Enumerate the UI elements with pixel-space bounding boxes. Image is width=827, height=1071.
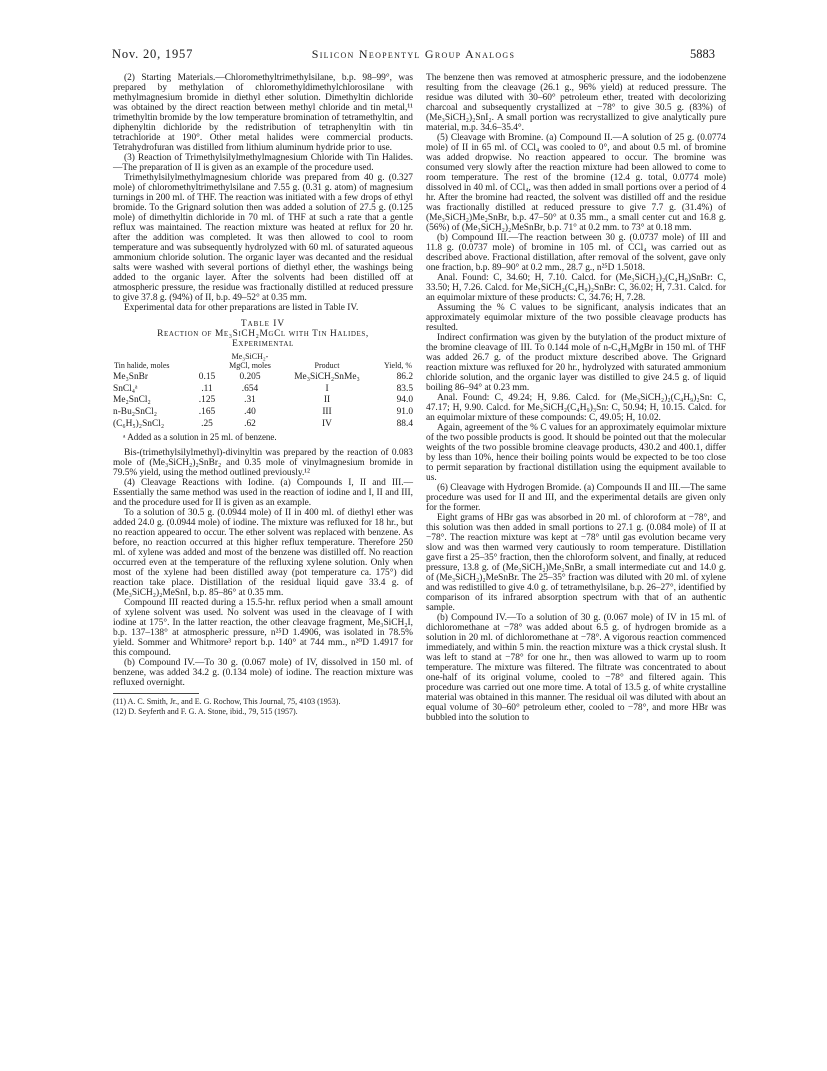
page-number: 5883 [690, 47, 715, 61]
cell-grignard: .40 [244, 406, 256, 417]
header-yield: Yield, % [384, 360, 412, 370]
paragraph: (b) Compound IV.—To 30 g. (0.067 mole) of IV, dissolved in 150 ml. of benzene, was added 34.2 g. (0.134 mole) of iodine. The reaction mixture was refluxed overnight. [113, 658, 413, 689]
section-heading-paragraph: (3) Reaction of Trimethylsilylmethylmagnesium Chloride with Tin Halides.—The preparation of II is given as an example of the procedure used. [113, 153, 413, 173]
cell-grignard: 0.205 [239, 372, 261, 383]
paragraph: Again, agreement of the % C values for an approximately equimolar mixture of the two possible products is good. It should be pointed out that the molecular weights of the two possible bromine cleavage products, 430.2 and 400.1, differ by less than 10%, hence their boiling points would be expected to be too close to permit separation by fractional distillation using the equipment available to us. [426, 423, 726, 483]
paragraph: (b) Compound IV.—To a solution of 30 g. (0.067 mole) of IV in 15 ml. of dichloromethane at −78° was added about 6.5 g. of hydrogen bromide as a solution in 20 ml. of dichloromethane at −78°. A vigorous reaction commenced immediately, and within 5 min. the reaction mixture was a thick crystal slush. It was left to stand at −78° for one hr., then was allowed to warm up to room temperature. The mixture was filtered. The filtrate was concentrated to about one-half of its original volume, cooled to −78° and filtered again. This procedure was carried out one more time. A total of 13.5 g. of white crystalline material was obtained in this manner. The residual oil was diluted with about an equal volume of 30–60° petroleum ether, cooled to −78°, and more HBr was bubbled into the solution to [426, 613, 726, 723]
cell-yield: 88.4 [396, 418, 413, 429]
table-row [113, 419, 413, 431]
table-header-row [113, 352, 413, 372]
cell-yield: 86.2 [396, 372, 413, 383]
section-heading-paragraph: (4) Cleavage Reactions with Iodine. (a) Compounds I, II and III.—Essentially the same method was used in the reaction of iodine and I, II and III, and the procedure used for II is given as an example. [113, 478, 413, 509]
left-column [113, 73, 413, 716]
paragraph: The benzene then was removed at atmospheric pressure, and the iodobenzene resulting from the cleavage (26.1 g., 96% yield) at reduced pressure. The residue was diluted with 30–60° petroleum ether, treated with decolorizing charcoal and subsequently crystallized at −78° to give 30.5 g. (83%) of (Me₃SiCH₂)₂SnI₂. A small portion was recrystallized to give analytically pure material, m.p. 34.6–35.4°. [426, 73, 726, 133]
header-grignard-moles: Me₃SiCH₂-MgCl, moles [229, 352, 271, 370]
cell-grignard: .62 [244, 418, 256, 429]
table-caption-line: Reaction of Me₃SiCH₂MgCl with Tin Halides, [157, 329, 369, 339]
cell-halide: Me₂SnCl₂ [113, 395, 151, 406]
section-heading-paragraph: (5) Cleavage with Bromine. (a) Compound II.—A solution of 25 g. (0.0774 mole) of II in 65 ml. of CCl₄ was cooled to 0°, and about 0.5 ml. of bromine was added dropwise. No reaction appeared to occur. The bromine was consumed very slowly after the reaction mixture had been allowed to come to room temperature. The rest of the bromine (12.4 g. total, 0.0774 mole) dissolved in 40 ml. of CCl₄, was then added in small portions over a period of 4 hr. After the bromine had reacted, the solvent was distilled off and the residue was fractionally distilled at reduced pressure to give 7.7 g. (31.4%) of (Me₃SiCH₂)Me₂SnBr, b.p. 47–50° at 0.35 mm., a small center cut and 16.8 g. (56%) of (Me₃SiCH₂)₂MeSnBr, b.p. 71° at 0.2 mm. to 73° at 0.18 mm. [426, 133, 726, 233]
cell-moles: .125 [198, 395, 216, 406]
section-heading-paragraph: (6) Cleavage with Hydrogen Bromide. (a) Compounds II and III.—The same procedure was used for II and III, and the experimental details are given only for the former. [426, 483, 726, 513]
paragraph: Indirect confirmation was given by the butylation of the product mixture of the bromine cleavage of III. To 0.144 mole of n-C₄H₉MgBr in 150 ml. of THF was added 26.7 g. of the product mixture described above. The Grignard reaction mixture was refluxed for 20 hr., hydrolyzed with saturated ammonium chloride solution, and the organic layer was distilled to give 24.5 g. of liquid boiling 86–94° at 0.23 mm. [426, 333, 726, 393]
footnote: (12) D. Seyferth and F. G. A. Stone, ibid., 79, 515 (1957). [113, 706, 298, 716]
table-footnote: ᵃ Added as a solution in 25 ml. of benzene. [123, 432, 277, 443]
paragraph: Assuming the % C values to be significant, analysis indicates that an approximately equimolar mixture of the two possible cleavage products has resulted. [426, 303, 726, 333]
header-product: Product [314, 360, 340, 370]
cell-product: I [325, 383, 329, 394]
cell-moles: .165 [198, 406, 216, 417]
cell-halide: (C₆H₅)₂SnCl₂ [113, 418, 165, 429]
analysis-paragraph: Anal. Found: C, 49.24; H, 9.86. Calcd. for (Me₃SiCH₂)₂(C₄H₉)₂Sn: C, 47.17; H, 9.90. Calcd. for Me₃SiCH₂(C₄H₉)₃Sn: C, 50.94; H, 10.15. Calcd. for an equimolar mixture of these compounds: C, 49.05; H, 10.02. [426, 393, 726, 423]
journal-date: Nov. 20, 1957 [112, 47, 194, 61]
cell-moles: .25 [201, 418, 213, 429]
cell-yield: 91.0 [396, 406, 413, 417]
table-caption [113, 329, 413, 349]
cell-product: II [323, 395, 331, 406]
cell-product: Me₃SiCH₂SnMe₃ [294, 372, 360, 383]
cell-grignard: .31 [244, 395, 256, 406]
footnote-divider [113, 693, 199, 694]
paragraph: (b) Compound III.—The reaction between 30 g. (0.0737 mole) of III and 11.8 g. (0.0737 mole) of bromine in 105 ml. of CCl₄ was carried out as described above. Fractional distillation, after removal of the solvent, gave only one fraction, b.p. 89–90° at 0.2 mm., 28.7 g., n²⁵D 1.5018. [426, 233, 726, 273]
cell-yield: 83.5 [396, 383, 413, 394]
cell-halide: Me₃SnBr [113, 372, 149, 383]
table-row [113, 395, 413, 407]
running-title: Silicon Neopentyl Group Analogs [311, 47, 516, 61]
cell-product: IV [322, 418, 332, 429]
data-table [113, 352, 413, 430]
page-header [112, 47, 715, 63]
analysis-paragraph: Anal. Found: C, 34.60; H, 7.10. Calcd. for (Me₃SiCH₂)₂(C₄H₉)SnBr: C, 33.50; H, 7.26. Calcd. for Me₃SiCH₂(C₄H₉)₂SnBr: C, 36.02; H, 7.31. Calcd. for an equimolar mixture of these products: C, 34.76; H, 7.28. [426, 273, 726, 303]
table-iv [113, 319, 413, 442]
paragraph: To a solution of 30.5 g. (0.0944 mole) of II in 400 ml. of diethyl ether was added 24.0 g. (0.0944 mole) of iodine. The mixture was refluxed for 18 hr., but no reaction appeared to occur. The ether solvent was replaced with benzene. As before, no reaction occurred at this higher reflux temperature. Therefore 250 ml. of xylene was added and most of the benzene was distilled off. No reaction occurred even at the temperature of the refluxing xylene solution. Only when most of the xylene had been distilled away (pot temperature ca. 175°) did reaction take place. Distillation of the residual liquid gave 33.4 g. of (Me₃SiCH₂)₂MeSnI, b.p. 85–86° at 0.35 mm. [113, 508, 413, 599]
paragraph: Eight grams of HBr gas was absorbed in 20 ml. of chloroform at −78°, and this solution was then added in small portions to 27.1 g. (0.084 mole) of II at −78°. The reaction mixture was kept at −78° until gas evolution became very slow and was then warmed very cautiously to room temperature. Distillation gave first a 25–35° fraction, then the chloroform solvent, and finally, at reduced pressure, 13.8 g. of (Me₃SiCH₂)Me₂SnBr, a small intermediate cut and 14.0 g. of (Me₃SiCH₂)₂MeSnBr. The 25–35° fraction was diluted with 20 ml. of xylene and was redistilled to give 4.0 g. of tetramethylsilane, b.p. 26–27°, identified by comparison of its infrared absorption spectrum with that of an authentic sample. [426, 513, 726, 613]
cell-yield: 94.0 [396, 395, 413, 406]
paragraph: Bis-(trimethylsilylmethyl)-divinyltin was prepared by the reaction of 0.083 mole of (Me₃SiCH₂)₂SnBr₂ and 0.35 mole of vinylmagnesium bromide in 79.5% yield, using the method outlined previously.¹² [113, 448, 413, 479]
paragraph: Compound III reacted during a 15.5-hr. reflux period when a small amount of xylene solvent was used. No solvent was used in the cleavage of I with iodine at 175°. In the latter reaction, the other cleavage fragment, Me₃SiCH₂I, b.p. 137–138° at atmospheric pressure, n²⁵D 1.4906, was isolated in 78.5% yield. Sommer and Whitmore³ report b.p. 140° at 744 mm., n²⁰D 1.4917 for this compound. [113, 598, 413, 659]
paragraph: (2) Starting Materials.—Chloromethyltrimethylsilane, b.p. 98–99°, was prepared by methylation of chloromethyldimethylchlorosilane with methylmagnesium bromide in diethyl ether solution. Dimethyltin dichloride was obtained by the direct reaction between methyl chloride and tin metal,¹¹ trimethyltin bromide by the low temperature bromination of tetramethyltin, and diphenyltin dichloride by the redistribution of tetraphenyltin with tin tetrachloride at 190°. Other metal halides were commercial products. Tetrahydrofuran was distilled from lithium aluminum hydride prior to use. [113, 73, 413, 153]
cell-moles: .11 [201, 383, 213, 394]
table-row [113, 407, 413, 419]
paragraph: Trimethylsilylmethylmagnesium chloride was prepared from 40 g. (0.327 mole) of chloromethyltrimethylsilane and 7.55 g. (0.31 g. atom) of magnesium turnings in 200 ml. of THF. The reaction was initiated with a few drops of ethyl bromide. To the Grignard solution then was added a solution of 27.5 g. (0.125 mole) of dimethyltin dichloride in 70 ml. of THF at such a rate that a gentle reflux was maintained. The reaction mixture was heated at reflux for 20 hr. after the addition was completed. It was then allowed to cool to room temperature and was subsequently hydrolyzed with 60 ml. of saturated aqueous ammonium chloride solution. The organic layer was decanted and the residual salts were washed with several portions of diethyl ether, the washings being added to the organic layer. After the solvents had been distilled off at atmospheric pressure, the residue was fractionally distilled at reduced pressure to give 37.8 g. (94%) of II, b.p. 49–52° at 0.35 mm. [113, 173, 413, 303]
paragraph: Experimental data for other preparations are listed in Table IV. [124, 303, 359, 313]
cell-moles: 0.15 [198, 372, 216, 383]
table-caption-line: Experimental [232, 339, 294, 349]
header-tin-halide: Tin halide, moles [114, 360, 170, 370]
table-row [113, 372, 413, 384]
cell-halide: SnCl₄ᵃ [113, 383, 138, 394]
cell-product: III [322, 406, 332, 417]
cell-grignard: .654 [241, 383, 259, 394]
table-row [113, 384, 413, 396]
footnote: (11) A. C. Smith, Jr., and E. G. Rochow, This Journal, 75, 4103 (1953). [113, 697, 341, 707]
cell-halide: n-Bu₂SnCl₂ [113, 406, 158, 417]
table-title: Table IV [240, 319, 286, 329]
right-column [426, 73, 726, 723]
